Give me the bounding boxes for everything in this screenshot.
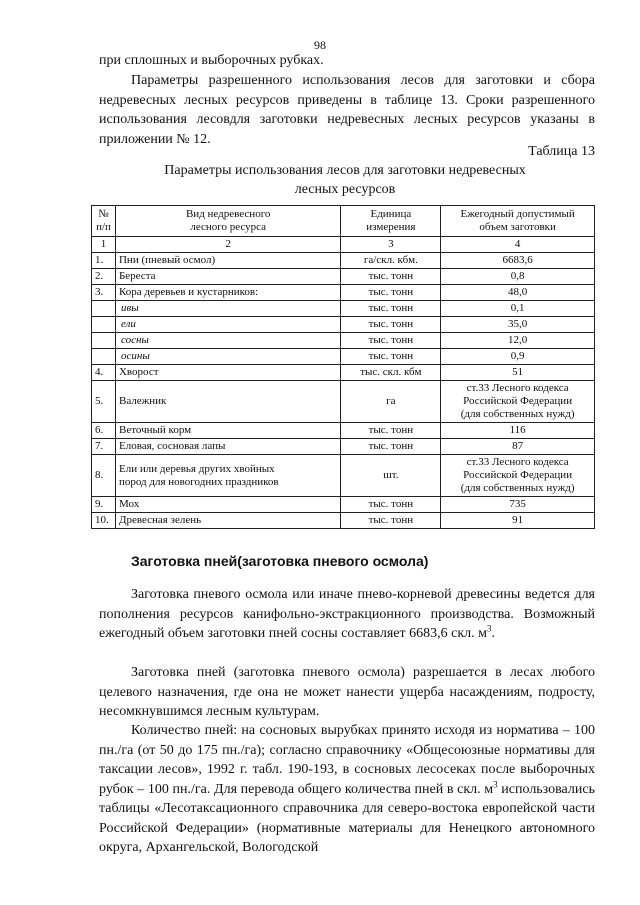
header-number: № п/п: [92, 206, 116, 237]
row-number: 9.: [92, 497, 116, 513]
row-resource-name: Еловая, сосновая лапы: [115, 439, 340, 455]
table-row: [92, 439, 595, 455]
row-resource-name: Береста: [115, 269, 340, 285]
row-resource-name: осины: [115, 349, 340, 365]
row-annual-volume-line: Российской Федерации: [463, 469, 573, 481]
row-annual-volume: 12,0: [441, 333, 595, 349]
row-annual-volume: 0,1: [441, 301, 595, 317]
column-numbers-row: [92, 237, 595, 253]
col-number-cell: 2: [115, 237, 340, 253]
table-row: [92, 253, 595, 269]
table-title-line1: Параметры использования лесов для заготовки недревесных: [164, 163, 526, 178]
row-unit: шт.: [341, 455, 441, 497]
row-resource-name: Веточный корм: [115, 423, 340, 439]
row-annual-volume: 0,8: [441, 269, 595, 285]
row-annual-volume: 87: [441, 439, 595, 455]
table-body: [92, 206, 595, 529]
row-annual-volume-line: ст.33 Лесного кодекса: [466, 382, 569, 394]
row-number: 4.: [92, 365, 116, 381]
row-number: 2.: [92, 269, 116, 285]
table-row: [92, 285, 595, 301]
row-unit: тыс. тонн: [341, 269, 441, 285]
row-unit: тыс. скл. кбм: [341, 365, 441, 381]
row-resource-name: Древесная зелень: [115, 513, 340, 529]
row-annual-volume-line: (для собственных нужд): [460, 482, 575, 494]
row-annual-volume: 91: [441, 513, 595, 529]
header-annual-volume: Ежегодный допустимый объем заготовки: [441, 206, 595, 237]
row-resource-name: Хворост: [115, 365, 340, 381]
table-row: [92, 423, 595, 439]
row-resource-name: ивы: [115, 301, 340, 317]
row-number: 3.: [92, 285, 116, 301]
table-row: [92, 381, 595, 423]
row-annual-volume: [441, 455, 595, 497]
table-title: [130, 161, 560, 199]
table-label: Таблица 13: [528, 144, 595, 159]
row-unit: тыс. тонн: [341, 301, 441, 317]
col-number-cell: 3: [341, 237, 441, 253]
row-annual-volume: 0,9: [441, 349, 595, 365]
col-number-cell: 1: [92, 237, 116, 253]
row-unit: тыс. тонн: [341, 497, 441, 513]
row-annual-volume: 51: [441, 365, 595, 381]
row-number: [92, 317, 116, 333]
body-paragraph-1: Заготовка пневого осмола или иначе пнево-корневой древесины ведется для пополнения ресурсов канифольно-экстракционного производства. Возможный ежегодный объем заготовки пней сосны составляет 6683,6 скл. $м^3$.: [99, 587, 595, 641]
row-resource-name: Валежник: [115, 381, 340, 423]
row-number: 8.: [92, 455, 116, 497]
row-resource-name: Мох: [115, 497, 340, 513]
row-annual-volume: [441, 381, 595, 423]
row-unit: тыс. тонн: [341, 423, 441, 439]
intro-paragraph: Параметры разрешенного использования лесов для заготовки и сбора недревесных лесных ресурсов приведены в таблице 13. Сроки разрешенного использования лесовдля заготовки недревесных лесных ресурсов указаны в приложении № 12.: [99, 73, 595, 147]
row-number: [92, 349, 116, 365]
table-header-row: [92, 206, 595, 237]
row-unit: тыс. тонн: [341, 285, 441, 301]
row-resource-name-line: Ели или деревья других хвойных: [118, 462, 275, 475]
row-number: 1.: [92, 253, 116, 269]
table-row: [92, 317, 595, 333]
row-number: [92, 301, 116, 317]
intro-line: при сплошных и выборочных рубках.: [99, 53, 324, 68]
row-annual-volume: 735: [441, 497, 595, 513]
table-row: [92, 365, 595, 381]
table-13: [91, 205, 595, 529]
row-resource-name: сосны: [115, 333, 340, 349]
row-annual-volume: 116: [441, 423, 595, 439]
row-number: 5.: [92, 381, 116, 423]
row-unit: тыс. тонн: [341, 333, 441, 349]
body-paragraph-3: Количество пней: на сосновых вырубках принято исходя из норматива – 100 пн./га (от 50 до 175 пн./га); согласно справочнику «Общесоюзные нормативы для таксации лесов», 1992 г. табл. 190-193, в сосновых лесосеках после выборочных рубок – 100 пн./га. Для перевода общего количества пней в скл. $м^3$ использовались таблицы «Лесотаксационного справочника для северо-востока европейской части Российской Федерации» (нормативные материалы для Ненецкого автономного округа, Архангельской, Вологодской: [99, 723, 595, 855]
row-annual-volume: 48,0: [441, 285, 595, 301]
table-row: [92, 349, 595, 365]
body-paragraph-2: Заготовка пней (заготовка пневого осмола) разрешается в лесах любого целевого назначения, где она не может нанести ущерба насаждениям, подросту, несомкнувшимся лесным культурам.: [99, 665, 595, 719]
table-row: [92, 497, 595, 513]
row-unit: тыс. тонн: [341, 317, 441, 333]
table-row: [92, 333, 595, 349]
row-unit: га: [341, 381, 441, 423]
row-number: [92, 333, 116, 349]
header-unit: Единица измерения: [341, 206, 441, 237]
row-number: 6.: [92, 423, 116, 439]
row-annual-volume-line: Российской Федерации: [463, 395, 573, 407]
row-number: 10.: [92, 513, 116, 529]
row-resource-name: Кора деревьев и кустарников:: [115, 285, 340, 301]
table-title-line2: лесных ресурсов: [294, 182, 396, 197]
col-number-cell: 4: [441, 237, 595, 253]
row-annual-volume-line: ст.33 Лесного кодекса: [466, 456, 569, 468]
row-unit: тыс. тонн: [341, 439, 441, 455]
row-annual-volume: 6683,6: [441, 253, 595, 269]
table-row: [92, 301, 595, 317]
page-number: 98: [314, 38, 326, 52]
row-unit: тыс. тонн: [341, 513, 441, 529]
row-annual-volume: 35,0: [441, 317, 595, 333]
table-row: [92, 513, 595, 529]
row-unit: га/скл. кбм.: [341, 253, 441, 269]
row-resource-name: ели: [115, 317, 340, 333]
section-heading: Заготовка пней(заготовка пневого осмола): [131, 553, 429, 569]
table-row: [92, 455, 595, 497]
row-annual-volume-line: (для собственных нужд): [460, 408, 575, 420]
row-unit: тыс. тонн: [341, 349, 441, 365]
row-resource-name-line: пород для новогодних праздников: [118, 475, 279, 488]
header-resource-type: Вид недревесного лесного ресурса: [115, 206, 340, 237]
row-number: 7.: [92, 439, 116, 455]
row-resource-name: Пни (пневый осмол): [115, 253, 340, 269]
row-resource-name: [115, 455, 340, 497]
table-row: [92, 269, 595, 285]
